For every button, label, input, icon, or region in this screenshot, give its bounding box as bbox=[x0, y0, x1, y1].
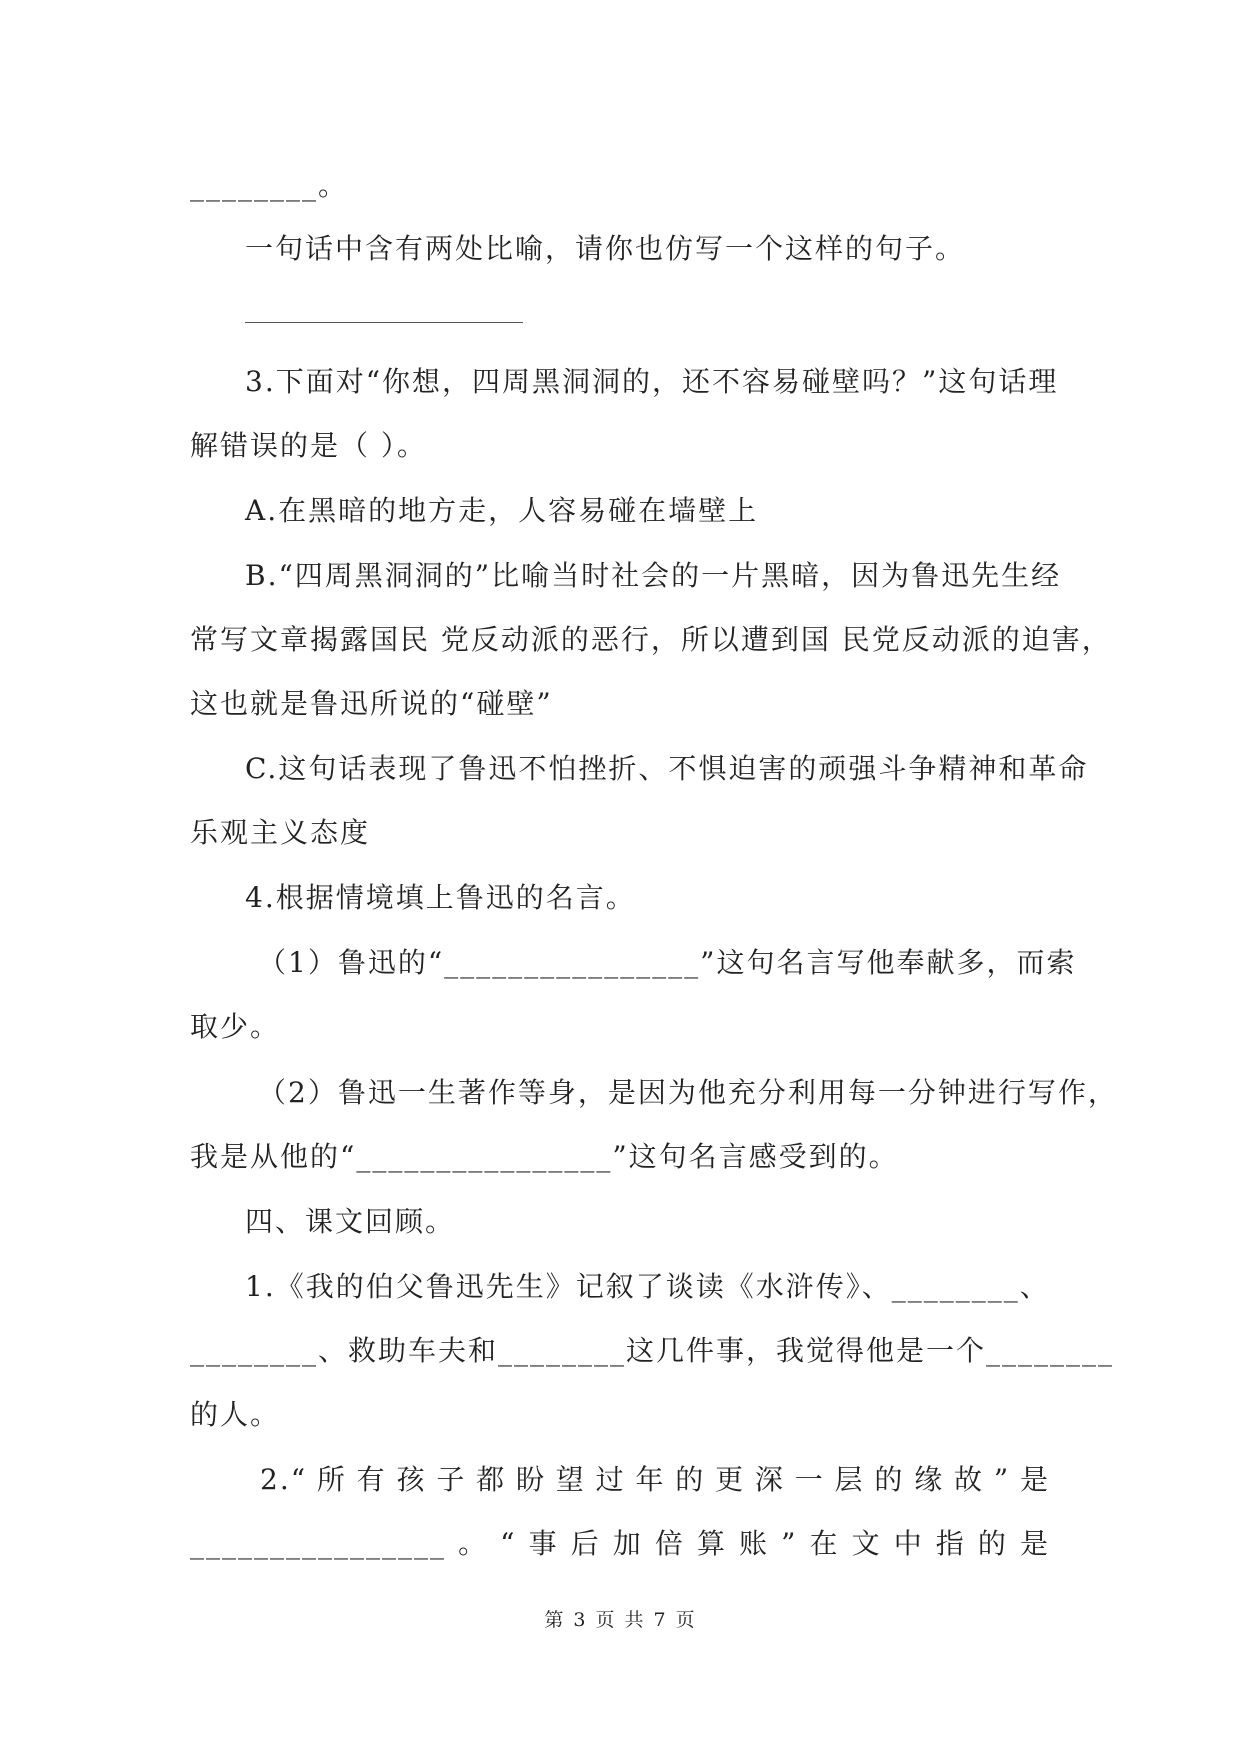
option-b: B.“四周黑洞洞的”比喻当时社会的一片黑暗，因为鲁迅先生经 bbox=[245, 559, 1062, 592]
question-3: 3.下面对“你想，四周黑洞洞的，还不容易碰壁吗？”这句话理 bbox=[245, 365, 1059, 398]
page-number-footer: 第 3 页 共 7 页 bbox=[544, 1609, 697, 1631]
review-question-1-cont: ________、救助车夫和________这几件事，我觉得他是一个________ bbox=[190, 1334, 1115, 1367]
option-a: A.在黑暗的地方走，人容易碰在墙壁上 bbox=[245, 494, 759, 527]
option-b-cont-2: 这也就是鲁迅所说的“碰壁” bbox=[190, 687, 553, 720]
question-4-2-cont: 我是从他的“________________”这句名言感受到的。 bbox=[190, 1140, 899, 1173]
section-4-heading: 四、课文回顾。 bbox=[245, 1205, 456, 1238]
review-question-2-cont: ________________。“事后加倍算账”在文中指的是 bbox=[190, 1527, 1050, 1560]
instruction-simile: 一句话中含有两处比喻，请你也仿写一个这样的句子。 bbox=[245, 232, 966, 265]
question-4: 4.根据情境填上鲁迅的名言。 bbox=[245, 881, 636, 914]
question-4-2: （2）鲁迅一生著作等身，是因为他充分利用每一分钟进行写作， bbox=[258, 1076, 1118, 1109]
question-4-1: （1）鲁迅的“________________”这句名言写他奉献多，而索 bbox=[258, 946, 1077, 979]
review-question-1: 1.《我的伯父鲁迅先生》记叙了谈读《水浒传》、________、 bbox=[245, 1270, 1050, 1303]
question-4-1-cont: 取少。 bbox=[190, 1010, 281, 1043]
answer-underline bbox=[245, 322, 523, 323]
option-c-cont: 乐观主义态度 bbox=[190, 816, 371, 849]
option-b-cont: 常写文章揭露国民 党反动派的恶行，所以遭到国 民党反动派的迫害， bbox=[190, 623, 1112, 656]
question-3-cont: 解错误的是（ ）。 bbox=[190, 429, 427, 462]
option-c: C.这句话表现了鲁迅不怕挫折、不惧迫害的顽强斗争精神和革命 bbox=[245, 752, 1089, 785]
review-question-2: 2.“所有孩子都盼望过年的更深一层的缘故”是 bbox=[260, 1463, 1050, 1496]
answer-blank-line: ________。 bbox=[190, 169, 349, 202]
review-question-1-cont-2: 的人。 bbox=[190, 1398, 281, 1431]
